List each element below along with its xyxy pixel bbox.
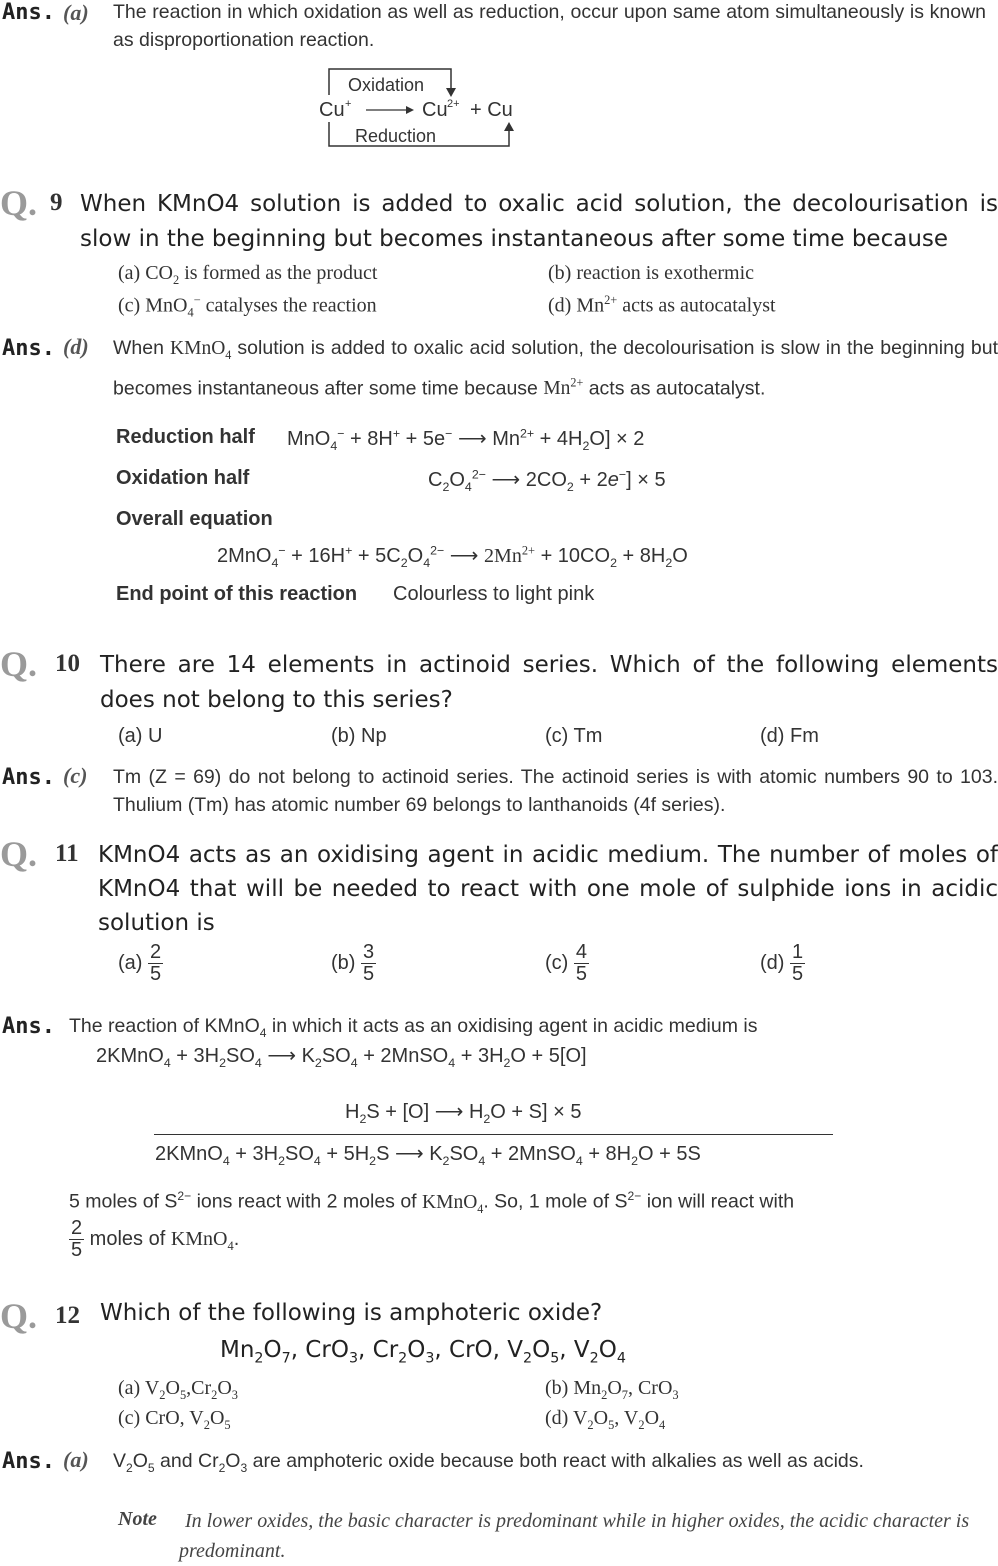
option-d: (d) $V_2O_5$, $V_2O_4$ — [545, 1407, 666, 1432]
question-text: KMnO4 acts as an oxidising agent in acidic medium. The number of moles of KMnO4 that will be needed to react with one mole of sulphide ions in acidic solution is — [98, 842, 998, 936]
reaction-arrowhead — [406, 106, 414, 114]
answer-option: (c) — [63, 763, 88, 788]
option-b: (b) reaction is exothermic — [548, 262, 755, 284]
oxidation-half-label: Oxidation half — [116, 467, 250, 489]
reduction-half-equation: MnO$_4$− + 8H+ + 5e− ⟶ $Mn^{2+} + 4H_2O] \times 2$ — [287, 426, 645, 453]
overall-equation: 2KMnO$_4$ + $3H_2SO_4 + 5H_2S$ ⟶ $K_2SO_4$ + 2MnSO$_4$ + $8H_2O + 5S$ — [155, 1143, 701, 1168]
kmno4-equation: 2KMnO$_4$ + $3H_2SO_4$ ⟶ $K_2SO_4$ + 2MnSO$_4$ + $3H_2O + 5[O]$ — [96, 1045, 587, 1070]
question-text: Which of the following is amphoteric oxide? — [100, 1300, 603, 1326]
question-tag: Q. — [0, 183, 38, 223]
option-b: (b) Np — [331, 725, 387, 747]
option-a: (a) $CO_2$ is formed as the product — [118, 262, 378, 287]
answer-label: Ans. — [2, 1014, 55, 1039]
question-number: 9 — [50, 189, 63, 216]
option-c: (c) Tm — [545, 725, 603, 747]
product-cu-ion: Cu — [422, 99, 448, 121]
product-cu: + Cu — [470, 99, 513, 121]
oxidation-arrowhead — [446, 88, 456, 97]
oxide-list: $Mn_2O_7$, CrO$_3$, $Cr_2O_3$, CrO, $V_2O_5$, $V_2O_4$ — [220, 1337, 626, 1367]
end-point-value: Colourless to light pink — [393, 583, 595, 605]
overall-equation: $2MnO_4^- + 16H^+ + 5C_2O_4^{2-}$ ⟶ $2Mn^{2+} + 10CO_2 + 8H_2O$ — [217, 543, 688, 570]
disproportionation-diagram — [310, 62, 540, 154]
answer-label: Ans. — [2, 765, 55, 790]
question-text: When KMnO4 solution is added to oxalic acid solution, the decolourisation is slow in the beginning but becomes instantaneous after some time because — [80, 191, 998, 252]
answer-text: Tm (Z = 69) do not belong to actinoid series. The actinoid series is with atomic numbers 90 to 103. Thulium (Tm) has atomic number 69 belongs to lanthanoids (4f series). — [113, 766, 998, 816]
answer-label: Ans. — [2, 336, 55, 361]
note-label: Note — [118, 1508, 157, 1530]
question-number: 10 — [55, 650, 80, 677]
overall-equation-label: Overall equation — [116, 508, 273, 530]
option-c: (c) $\frac{4}{5}$ — [545, 941, 588, 985]
option-b: (b) $Mn_2O_7$, CrO$_3$ — [545, 1377, 679, 1402]
question-text: There are 14 elements in actinoid series. Which of the following elements does not belong to this series? — [100, 652, 998, 713]
question-tag: Q. — [0, 834, 38, 874]
answer-text: The reaction of KMnO$_4$ in which it acts as an oxidising agent in acidic medium is — [69, 1015, 758, 1040]
answer-label: Ans. — [2, 1449, 55, 1474]
oxidation-half-equation: $C_2O_4^{2-}$ ⟶ $2CO_2 + 2e^-] \times 5$ — [428, 467, 666, 494]
answer-label: Ans. — [2, 0, 55, 25]
product-charge: 2+ — [447, 98, 460, 110]
conclusion-text: 5 moles of $S^{2-}$ ions react with 2 moles of KMnO$_4$. So, 1 mole of $S^{2-}$ ion will react with — [69, 1189, 795, 1216]
option-d: (d) $Mn^{2+}$ acts as autocatalyst — [548, 293, 776, 317]
option-a: (a) U — [118, 725, 163, 747]
reduction-half-label: Reduction half — [116, 426, 255, 448]
question-number: 11 — [55, 840, 79, 867]
answer-text: $V_2O_5$ and $Cr_2O_3$ are amphoteric oxide because both react with alkalies as well as acids. — [113, 1450, 864, 1475]
reactant-charge: + — [345, 98, 352, 110]
question-tag: Q. — [0, 1296, 38, 1336]
conclusion-fraction: $\frac{2}{5}$ moles of KMnO$_4$. — [71, 1217, 240, 1261]
answer-option: (a) — [63, 0, 89, 25]
answer-option: (d) — [63, 334, 89, 359]
option-a: (a) $V_2O_5,Cr_2O_3$ — [118, 1377, 238, 1402]
option-d: (d) Fm — [760, 725, 819, 747]
reduction-arrowhead — [504, 122, 514, 131]
question-tag: Q. — [0, 644, 38, 684]
h2s-equation: $H_2S + [O]$ ⟶ $H_2O + S] \times 5$ — [345, 1101, 582, 1126]
question-number: 12 — [55, 1302, 80, 1329]
option-d: (d) $\frac{1}{5}$ — [760, 941, 804, 985]
reduction-label: Reduction — [355, 126, 437, 146]
answer-text: When KMnO$_4$ solution is added to oxalic acid solution, the decolourisation is slow in the beginning but becomes instantaneous after some time because $Mn^{2+}$ acts as autocatalyst. — [113, 337, 998, 400]
oxidation-label: Oxidation — [348, 75, 425, 95]
answer-option: (a) — [63, 1447, 89, 1472]
note-text: In lower oxides, the basic character is predominant while in higher oxides, the acidic character is predominant. — [179, 1510, 970, 1562]
end-point-label: End point of this reaction — [116, 583, 358, 605]
option-b: (b) $\frac{3}{5}$ — [331, 941, 375, 985]
option-c: (c) CrO, $V_2O_5$ — [118, 1407, 231, 1432]
answer-text: The reaction in which oxidation as well as reduction, occur upon same atom simultaneously is known as disproportionation reaction. — [113, 1, 986, 51]
summation-rule — [154, 1134, 833, 1135]
reactant-cu: Cu — [319, 99, 345, 121]
option-c: (c) MnO$_4$− catalyses the reaction — [118, 293, 377, 320]
option-a: (a) $\frac{2}{5}$ — [118, 941, 162, 985]
